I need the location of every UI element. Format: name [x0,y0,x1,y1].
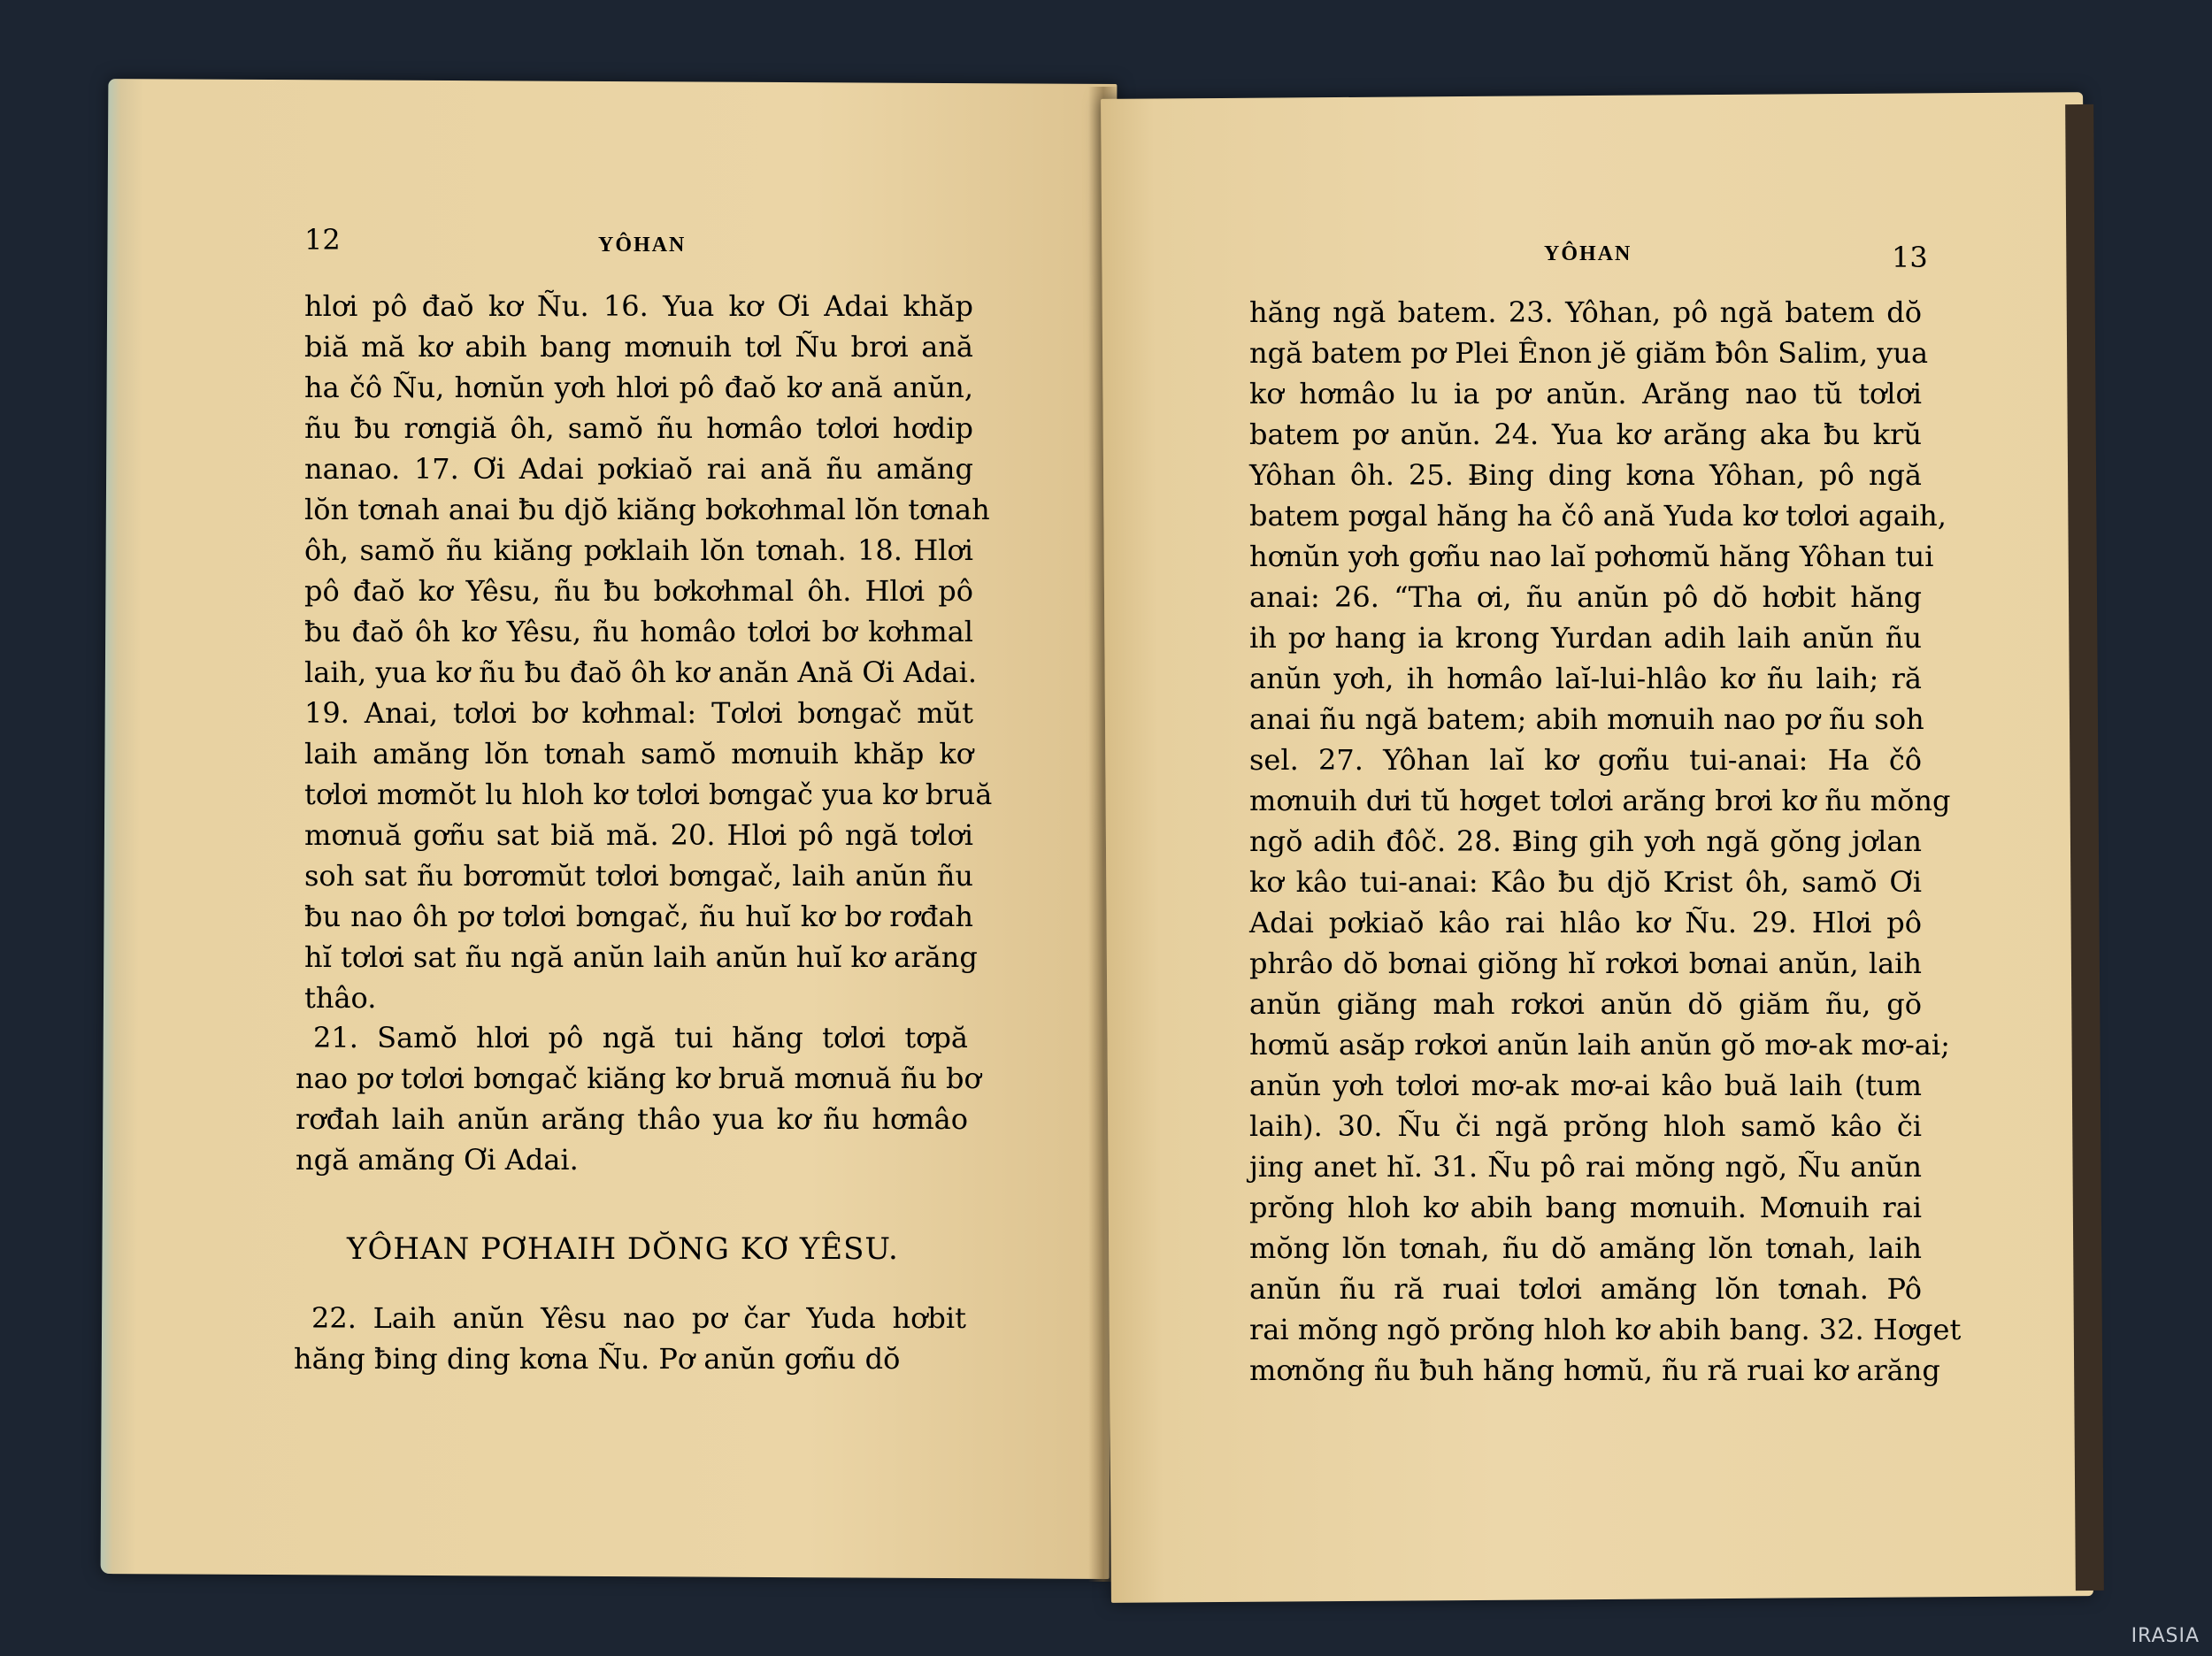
text-line: laih amăng lŏn tơnah samŏ mơnuih khăp kơ [304,737,973,770]
right-page-number: 13 [1892,241,1928,274]
text-line: mơnŏng ñu ƀuh hăng hơmŭ, ñu ră ruai kơ arăng [1249,1353,1940,1387]
text-line: ƀu đaŏ ôh kơ Yêsu, ñu homâo tơlơi bơ kơhmal [304,615,973,648]
left-running-title: YÔHAN [598,234,687,257]
text-line: 22. Laih anŭn Yêsu nao pơ čar Yuda hơbit [311,1301,966,1335]
text-line: anai: 26. “Tha ơi, ñu anŭn pô dŏ hơbit hăng [1249,580,1922,614]
text-line: ôh, samŏ ñu kiăng pơklaih lŏn tơnah. 18. Hlơi [304,533,973,567]
text-line: laih). 30. Ñu či ngă prŏng hloh samŏ kâo či [1249,1109,1922,1143]
text-line: mŏng lŏn tơnah, ñu dŏ amăng lŏn tơnah, laih [1249,1231,1922,1265]
text-line: prŏng hloh kơ abih bang mơnuih. Mơnuih rai [1249,1191,1922,1224]
text-line: pô đaŏ kơ Yêsu, ñu ƀu bơkơhmal ôh. Hlơi pô [304,574,973,608]
text-line: mơnuih dưi tŭ hơget tơlơi arăng brơi kơ ñu mŏng [1249,784,1951,817]
text-line: thâo. [304,981,377,1015]
text-line: biă mă kơ abih bang mơnuih tơl Ñu brơi ană [304,330,973,364]
text-line: mơnuă gơñu sat biă mă. 20. Hlơi pô ngă tơlơi [304,818,973,852]
text-line: lŏn tơnah anai ƀu djŏ kiăng bơkơhmal lŏn tơnah [304,493,990,526]
text-line: sel. 27. Yôhan laĭ kơ gơñu tui-anai: Ha čô [1249,743,1922,777]
text-line: anŭn giăng mah rơkơi anŭn dŏ giăm ñu, gŏ [1249,987,1922,1021]
text-line: hlơi pô đaŏ kơ Ñu. 16. Yua kơ Ơi Adai khăp [304,289,973,323]
text-line: soh sat ñu bơrơmŭt tơlơi bơngač, laih anŭn ñu [304,859,973,893]
text-line: laih, yua kơ ñu ƀu đaŏ ôh kơ anăn Ană Ơi Adai. [304,656,978,689]
text-line: tơlơi mơmŏt lu hloh kơ tơlơi bơngač yua kơ bruă [304,778,993,811]
text-line: 19. Anai, tơlơi bơ kơhmal: Tơlơi bơngač mŭt [304,696,973,730]
text-line: hĭ tơlơi sat ñu ngă anŭn laih anŭn huĭ kơ arăng [304,940,978,974]
text-line: batem pơgal hăng ha čô ană Yuda kơ tơlơi agaih, [1249,499,1947,533]
text-line: Yôhan ôh. 25. Ƀing ding kơna Yôhan, pô ngă [1249,458,1922,492]
left-paragraph-3 [294,1298,966,1379]
text-line: anŭn yơh tơlơi mơ-ak mơ-ai kâo buă laih (tum [1249,1069,1922,1102]
text-line: ih pơ hang ia krong Yurdan adih laih anŭn ñu [1249,621,1922,655]
text-line: jing anet hĭ. 31. Ñu pô rai mŏng ngŏ, Ñu anŭn [1249,1150,1922,1184]
text-line: anai ñu ngă batem; abih mơnuih nao pơ ñu soh [1249,702,1924,736]
section-heading: YÔHAN PƠHAIH DŎNG KƠ YÊSU. [347,1231,899,1267]
text-line: anŭn yơh, ih hơmâo laĭ-lui-hlâo kơ ñu laih; ră [1249,662,1922,695]
text-line: batem pơ anŭn. 24. Yua kơ arăng aka ƀu krŭ [1249,418,1922,451]
text-line: ngŏ adih đôč. 28. Ƀing gih yơh ngă gŏng jơlan [1249,824,1922,858]
left-paragraph-2 [296,1017,981,1180]
text-line: kơ kâo tui-anai: Kâo ƀu djŏ Krist ôh, samŏ Ơi [1249,865,1922,899]
left-paragraph-1 [304,286,993,1018]
text-line: hăng ƀing ding kơna Ñu. Pơ anŭn gơñu dŏ [294,1342,901,1376]
text-line: hơmŭ asăp rơkơi anŭn laih anŭn gŏ mơ-ak mơ-ai; [1249,1028,1950,1062]
text-line: ngă batem pơ Plei Ênon jĕ giăm ƀôn Salim, yua [1249,336,1929,370]
text-line: rai mŏng ngŏ prŏng hloh kơ abih bang. 32. Hơget [1249,1313,1962,1346]
text-line: ngă amăng Ơi Adai. [296,1143,579,1177]
text-line: 21. Samŏ hlơi pô ngă tui hăng tơlơi tơpă [313,1021,968,1054]
text-line: rơđah laih anŭn arăng thâo yua kơ ñu hơmâo [296,1102,968,1136]
text-line: Adai pơkiaŏ kâo rai hlâo kơ Ñu. 29. Hlơi pô [1249,906,1922,939]
text-line: hăng ngă batem. 23. Yôhan, pô ngă batem dŏ [1249,295,1922,329]
text-line: kơ hơmâo lu ia pơ anŭn. Arăng nao tŭ tơlơi [1249,377,1922,410]
text-line: ñu ƀu rơngiă ôh, samŏ ñu hơmâo tơlơi hơdip [304,411,973,445]
right-running-title: YÔHAN [1544,242,1632,265]
right-page-body [1249,292,1962,1391]
text-line: hơnŭn yơh gơñu nao laĭ pơhơmŭ hăng Yôhan tui [1249,540,1934,573]
text-line: nanao. 17. Ơi Adai pơkiaŏ rai ană ñu amăng [304,452,973,486]
text-line: ha čô Ñu, hơnŭn yơh hlơi pô đaŏ kơ ană anŭn, [304,371,973,404]
text-line: anŭn ñu ră ruai tơlơi amăng lŏn tơnah. Pô [1249,1272,1922,1306]
text-line: nao pơ tơlơi bơngač kiăng kơ bruă mơnuă ñu bơ [296,1062,981,1095]
watermark: IRASIA [2131,1625,2200,1647]
left-page-number: 12 [304,223,341,257]
text-line: ƀu nao ôh pơ tơlơi bơngač, ñu huĭ kơ bơ rơđah [304,900,973,933]
text-line: phrâo dŏ bơnai giŏng hĭ rơkơi bơnai anŭn, laih [1249,947,1922,980]
